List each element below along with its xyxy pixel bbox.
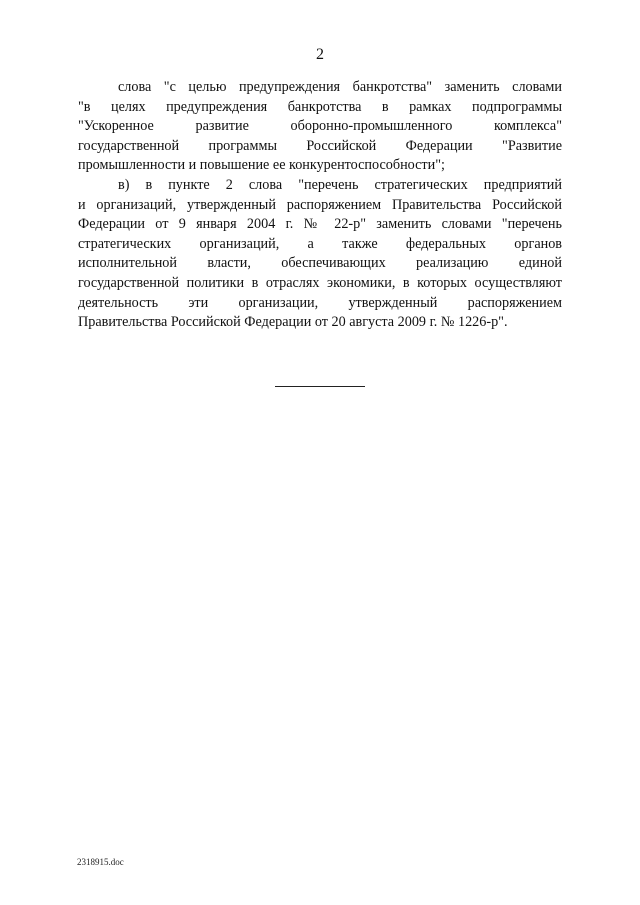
paragraph-amendment-1 bbox=[78, 78, 562, 176]
page-number: 2 bbox=[316, 46, 324, 63]
text-line: Правительства Российской Федерации от 20 августа 2009 г. № 1226-р". bbox=[78, 314, 508, 331]
text-line: государственной программы Российской Федерации "Развитие bbox=[78, 137, 562, 154]
paragraph-amendment-2 bbox=[78, 176, 562, 333]
text-line: государственной политики в отраслях экономики, в которых осуществляют bbox=[78, 274, 562, 291]
text-line: слова "с целью предупреждения банкротства" заменить словами bbox=[118, 79, 562, 95]
text-line: промышленности и повышение ее конкурентоспособности"; bbox=[78, 157, 445, 174]
text-line: Федерации от 9 января 2004 г. № 22-р" заменить словами "перечень bbox=[78, 216, 562, 233]
document-body bbox=[78, 78, 562, 333]
text-line: исполнительной власти, обеспечивающих реализацию единой bbox=[78, 255, 562, 272]
footer-filename: 2318915.doc bbox=[77, 857, 124, 867]
text-line: в) в пункте 2 слова "перечень стратегических предприятий bbox=[118, 176, 562, 193]
text-line: и организаций, утвержденный распоряжением Правительства Российской bbox=[78, 196, 562, 213]
text-line: деятельность эти организации, утвержденный распоряжением bbox=[78, 294, 562, 311]
text-line: стратегических организаций, а также федеральных органов bbox=[78, 235, 562, 252]
text-line: "в целях предупреждения банкротства в рамках подпрограммы bbox=[78, 98, 562, 115]
end-of-text-rule bbox=[275, 386, 365, 387]
text-line: "Ускоренное развитие оборонно-промышленного комплекса" bbox=[78, 118, 562, 135]
